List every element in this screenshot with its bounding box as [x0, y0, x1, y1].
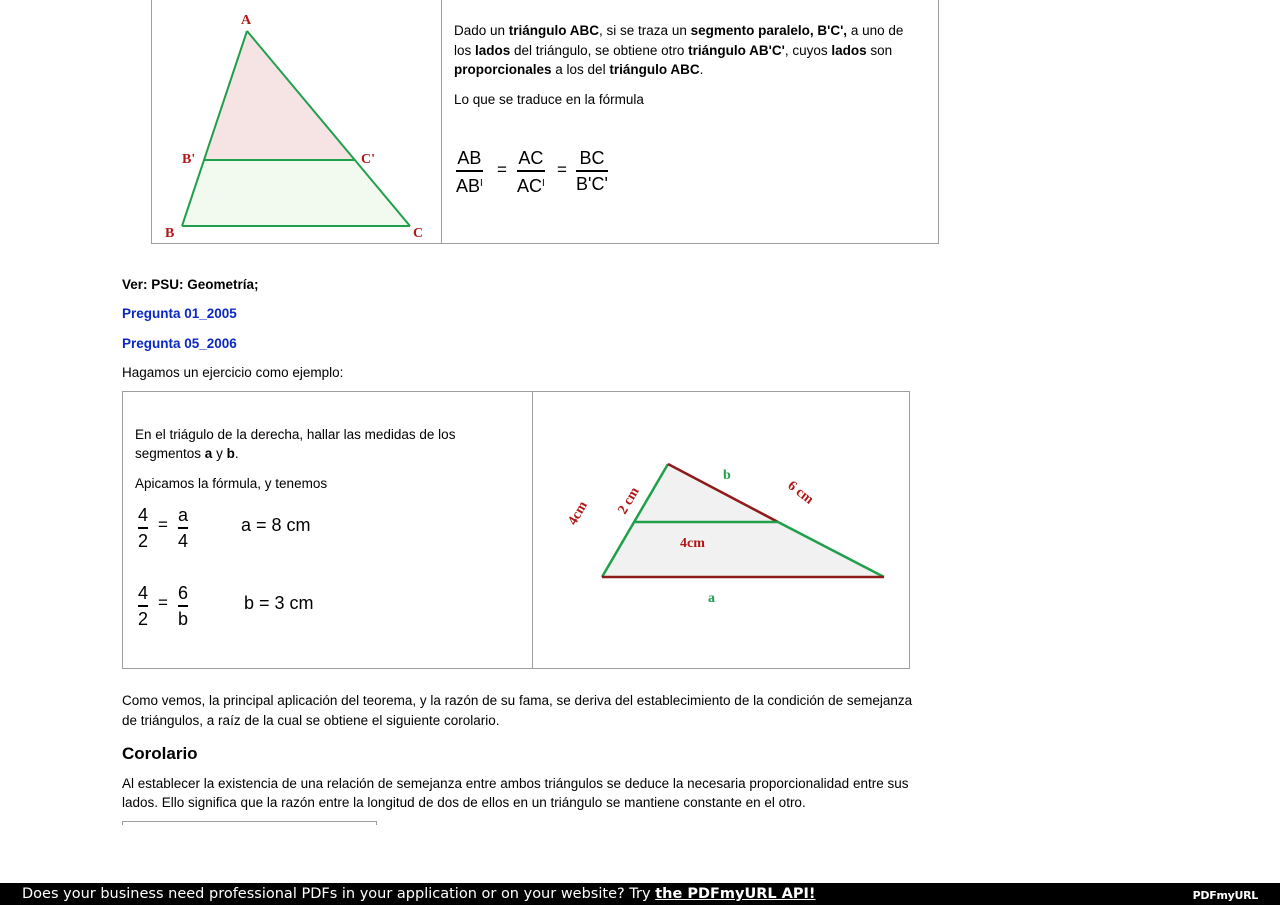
example-triangle-figure: [545, 440, 900, 630]
theorem-triangle-figure: [155, 10, 435, 245]
eq1-fraction-left: 4 2: [138, 505, 149, 551]
section-heading-corolario: Corolario: [122, 744, 198, 763]
table-top-edge: [122, 821, 377, 825]
label-2cm: 2 cm: [615, 484, 643, 517]
link-pregunta-01-2005[interactable]: Pregunta 01_2005: [122, 306, 237, 321]
eq2-fraction-right: 6 b: [178, 583, 189, 629]
table-divider: [532, 391, 533, 669]
para1-line2: de triángulos, a raíz de la cual se obtiene el siguiente corolario.: [122, 713, 500, 728]
intro-line-3: proporcionales a los del triángulo ABC.: [454, 62, 704, 77]
triangle-fill: [602, 464, 884, 577]
example-lead: Hagamos un ejercicio como ejemplo:: [122, 365, 344, 380]
fraction-ac: [517, 148, 545, 196]
label-b-prime: B': [182, 152, 196, 167]
link-pregunta-05-2006[interactable]: Pregunta 05_2006: [122, 336, 237, 351]
upper-triangle-fill: [204, 31, 355, 160]
label-a: a: [708, 591, 715, 606]
pdfmyurl-logo[interactable]: PDFmyURL: [1192, 889, 1258, 902]
apply-formula-text: Apicamos la fórmula, y tenemos: [135, 476, 328, 491]
para2-line1: Al establecer la existencia de una relación de semejanza entre ambos triángulos se deduce la necesaria proporcionalidad entre sus: [122, 776, 909, 791]
equals-sign: =: [158, 593, 168, 612]
intro-line-2: los lados del triángulo, se obtiene otro triángulo AB'C', cuyos lados son: [454, 43, 893, 58]
equals-sign: =: [557, 160, 567, 179]
label-c-prime: C': [361, 152, 375, 167]
promo-text: Does your business need professional PDFs in your application or on your website? Try the PDFmyURL API!: [22, 886, 816, 902]
label-4cm-left: 4cm: [565, 498, 591, 528]
eq1-result: a = 8 cm: [241, 515, 311, 535]
equals-sign: =: [497, 160, 507, 179]
para1-line1: Como vemos, la principal aplicación del teorema, y la razón de su fama, se deriva del establecimiento de la condición de semejanza: [122, 693, 913, 708]
label-6cm: 6 cm: [784, 478, 817, 508]
see-also-label: Ver: PSU: Geometría;: [122, 277, 259, 292]
equals-sign: =: [158, 515, 168, 534]
fraction-denominator: $AC^I$: [517, 175, 545, 196]
fraction-numerator: BC: [579, 148, 605, 168]
example-text-1: En el triágulo de la derecha, hallar las medidas de los: [135, 427, 456, 442]
example-text-2: segmentos a y b.: [135, 446, 239, 461]
label-b: B: [165, 226, 175, 241]
label-b: b: [723, 468, 731, 483]
label-4cm-mid: 4cm: [680, 536, 705, 551]
api-link[interactable]: the PDFmyURL API!: [655, 886, 816, 902]
label-a: A: [241, 13, 252, 28]
fraction-bc: [576, 148, 608, 194]
para2-line2: lados. Ello significa que la razón entre la longitud de dos de ellos en un triángulo se mantiene constante en el otro.: [122, 795, 806, 810]
lower-trapezoid-fill: [182, 160, 410, 226]
eq1-fraction-right: a 4: [178, 505, 189, 551]
label-c: C: [413, 226, 424, 241]
fraction-denominator: $AB^I$: [456, 175, 483, 196]
fraction-ab: [456, 148, 483, 196]
eq2-result: b = 3 cm: [244, 593, 314, 613]
promo-footer-banner: [0, 883, 1280, 905]
fraction-numerator: AC: [518, 148, 544, 168]
formula-intro: Lo que se traduce en la fórmula: [454, 92, 644, 107]
eq2-fraction-left: 4 2: [138, 583, 149, 629]
table-divider: [441, 0, 442, 244]
fraction-denominator: B'C': [576, 173, 608, 194]
intro-line-1: Dado un triángulo ABC, si se traza un segmento paralelo, B'C', a uno de: [454, 23, 904, 38]
fraction-numerator: AB: [457, 148, 482, 168]
